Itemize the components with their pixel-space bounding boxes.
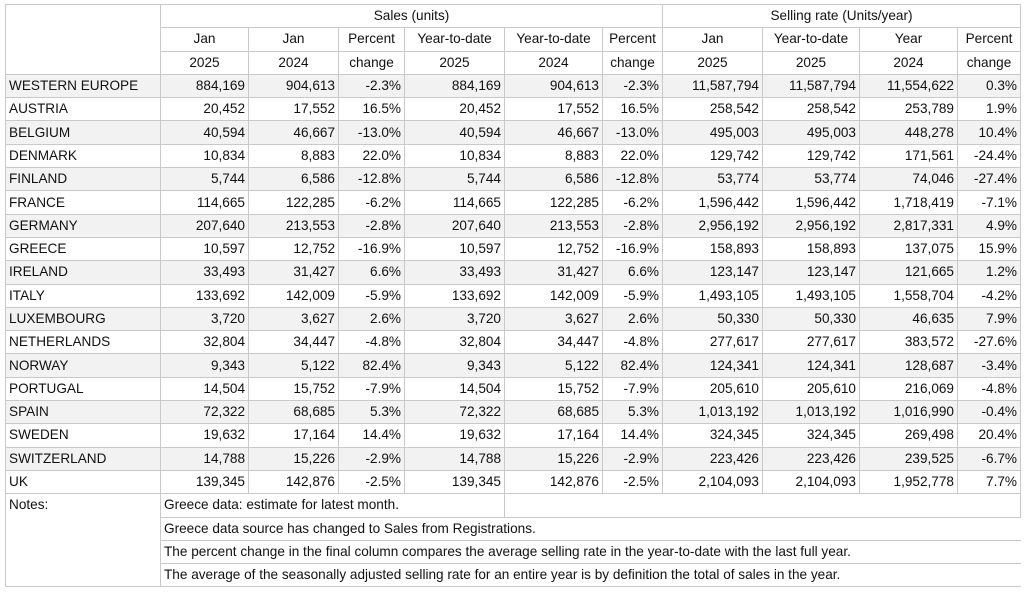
- table-cell: 2,104,093: [763, 470, 860, 493]
- table-cell: 12,752: [249, 237, 339, 260]
- table-cell: 9,343: [405, 354, 505, 377]
- table-cell: -12.8%: [339, 168, 405, 191]
- table-cell: 139,345: [161, 470, 249, 493]
- table-cell: 124,341: [763, 354, 860, 377]
- table-cell: -16.9%: [339, 237, 405, 260]
- table-cell: 8,883: [505, 144, 603, 167]
- table-cell: 142,009: [249, 284, 339, 307]
- table-cell: 121,665: [860, 261, 958, 284]
- table-cell: 31,427: [505, 261, 603, 284]
- table-cell: 1,013,192: [663, 401, 763, 424]
- table-cell: 258,542: [663, 98, 763, 121]
- table-cell: 17,164: [505, 424, 603, 447]
- table-cell: -4.8%: [339, 331, 405, 354]
- table-cell: 16.5%: [339, 98, 405, 121]
- table-cell: -2.8%: [339, 214, 405, 237]
- table-body: [6, 74, 1021, 493]
- table-cell: 32,804: [405, 331, 505, 354]
- table-cell: 1,596,442: [663, 191, 763, 214]
- table-cell: 904,613: [505, 74, 603, 97]
- table-cell: 239,525: [860, 447, 958, 470]
- table-cell: 14,788: [405, 447, 505, 470]
- table-cell: -13.0%: [603, 121, 663, 144]
- table-cell: 10,834: [405, 144, 505, 167]
- column-header: Jan: [663, 28, 763, 51]
- table-cell: 5.3%: [339, 401, 405, 424]
- table-row: [6, 191, 1021, 214]
- table-cell: 31,427: [249, 261, 339, 284]
- table-cell: 1,558,704: [860, 284, 958, 307]
- column-header: Year-to-date: [405, 28, 505, 51]
- table-cell: 15.9%: [958, 237, 1021, 260]
- table-cell: 205,610: [663, 377, 763, 400]
- table-cell: 53,774: [663, 168, 763, 191]
- table-cell: 133,692: [405, 284, 505, 307]
- header-group-row: [6, 5, 1021, 28]
- table-cell: 128,687: [860, 354, 958, 377]
- country-name: IRELAND: [6, 261, 161, 284]
- table-cell: 5,744: [405, 168, 505, 191]
- table-cell: 6,586: [505, 168, 603, 191]
- table-cell: -3.4%: [958, 354, 1021, 377]
- table-cell: 213,553: [505, 214, 603, 237]
- column-header: Jan: [249, 28, 339, 51]
- table-cell: 1,596,442: [763, 191, 860, 214]
- table-cell: 5,122: [249, 354, 339, 377]
- table-cell: 33,493: [405, 261, 505, 284]
- table-cell: 1,016,990: [860, 401, 958, 424]
- table-cell: 10,597: [161, 237, 249, 260]
- column-header: Percent: [339, 28, 405, 51]
- table-cell: 3,720: [161, 307, 249, 330]
- table-cell: 383,572: [860, 331, 958, 354]
- column-header: Jan: [161, 28, 249, 51]
- note-line: Greece data source has changed to Sales from Registrations.: [161, 517, 1021, 540]
- table-cell: -7.1%: [958, 191, 1021, 214]
- table-cell: -24.4%: [958, 144, 1021, 167]
- table-cell: 448,278: [860, 121, 958, 144]
- table-cell: 15,752: [505, 377, 603, 400]
- table-cell: 34,447: [249, 331, 339, 354]
- table-row: [6, 144, 1021, 167]
- table-cell: -4.2%: [958, 284, 1021, 307]
- table-cell: 22.0%: [339, 144, 405, 167]
- table-row: [6, 261, 1021, 284]
- table-cell: 142,876: [249, 470, 339, 493]
- table-cell: 20,452: [405, 98, 505, 121]
- table-cell: 17,552: [505, 98, 603, 121]
- table-cell: -13.0%: [339, 121, 405, 144]
- table-cell: 12,752: [505, 237, 603, 260]
- table-cell: 53,774: [763, 168, 860, 191]
- table-cell: 14.4%: [339, 424, 405, 447]
- country-name: UK: [6, 470, 161, 493]
- table-cell: 15,752: [249, 377, 339, 400]
- table-cell: 2,956,192: [663, 214, 763, 237]
- column-header: Year-to-date: [505, 28, 603, 51]
- table-cell: -12.8%: [603, 168, 663, 191]
- table-row: [6, 424, 1021, 447]
- table-cell: -2.9%: [339, 447, 405, 470]
- column-header-sub: 2025: [405, 51, 505, 74]
- table-cell: 129,742: [763, 144, 860, 167]
- table-cell: 207,640: [161, 214, 249, 237]
- table-cell: 269,498: [860, 424, 958, 447]
- table-cell: 142,009: [505, 284, 603, 307]
- table-cell: 2,104,093: [663, 470, 763, 493]
- table-cell: 1.2%: [958, 261, 1021, 284]
- table-cell: 72,322: [161, 401, 249, 424]
- country-name: SPAIN: [6, 401, 161, 424]
- country-name: AUSTRIA: [6, 98, 161, 121]
- table-cell: 46,635: [860, 307, 958, 330]
- table-cell: 133,692: [161, 284, 249, 307]
- table-cell: -2.8%: [603, 214, 663, 237]
- table-cell: -4.8%: [603, 331, 663, 354]
- table-cell: 10,597: [405, 237, 505, 260]
- table-cell: 2,817,331: [860, 214, 958, 237]
- table-cell: 20.4%: [958, 424, 1021, 447]
- header-corner: [6, 5, 161, 75]
- table-cell: 158,893: [663, 237, 763, 260]
- table-cell: 32,804: [161, 331, 249, 354]
- table-cell: 2.6%: [603, 307, 663, 330]
- country-name: FRANCE: [6, 191, 161, 214]
- table-cell: 124,341: [663, 354, 763, 377]
- table-cell: 205,610: [763, 377, 860, 400]
- column-header-sub: 2024: [249, 51, 339, 74]
- country-name: BELGIUM: [6, 121, 161, 144]
- table-cell: 17,164: [249, 424, 339, 447]
- table-cell: 3,627: [505, 307, 603, 330]
- table-cell: -7.9%: [339, 377, 405, 400]
- table-cell: 114,665: [161, 191, 249, 214]
- table-cell: 72,322: [405, 401, 505, 424]
- table-cell: 68,685: [249, 401, 339, 424]
- table-cell: -0.4%: [958, 401, 1021, 424]
- table-cell: 4.9%: [958, 214, 1021, 237]
- column-header: Percent: [958, 28, 1021, 51]
- column-header: Percent: [603, 28, 663, 51]
- table-cell: 904,613: [249, 74, 339, 97]
- table-cell: 15,226: [505, 447, 603, 470]
- table-cell: 14,504: [405, 377, 505, 400]
- table-cell: 33,493: [161, 261, 249, 284]
- table-cell: 20,452: [161, 98, 249, 121]
- country-name: PORTUGAL: [6, 377, 161, 400]
- table-cell: 11,587,794: [663, 74, 763, 97]
- table-row: [6, 447, 1021, 470]
- table-cell: 0.3%: [958, 74, 1021, 97]
- column-header: Year-to-date: [763, 28, 860, 51]
- country-name: GREECE: [6, 237, 161, 260]
- table-cell: 46,667: [249, 121, 339, 144]
- table-cell: 1,718,419: [860, 191, 958, 214]
- table-cell: 123,147: [663, 261, 763, 284]
- table-cell: 17,552: [249, 98, 339, 121]
- country-name: WESTERN EUROPE: [6, 74, 161, 97]
- table-row: [6, 470, 1021, 493]
- table-cell: -6.2%: [339, 191, 405, 214]
- table-cell: -2.9%: [603, 447, 663, 470]
- country-name: SWEDEN: [6, 424, 161, 447]
- table-cell: 158,893: [763, 237, 860, 260]
- notes-label: Notes:: [6, 494, 161, 587]
- table-cell: 324,345: [663, 424, 763, 447]
- country-name: DENMARK: [6, 144, 161, 167]
- table-cell: 40,594: [405, 121, 505, 144]
- table-cell: 142,876: [505, 470, 603, 493]
- sales-group-header: Sales (units): [161, 5, 663, 28]
- table-row: [6, 331, 1021, 354]
- table-row: [6, 401, 1021, 424]
- table-cell: 223,426: [663, 447, 763, 470]
- table-cell: 11,587,794: [763, 74, 860, 97]
- note-spacer: [505, 494, 1021, 517]
- table-cell: 129,742: [663, 144, 763, 167]
- table-cell: 14.4%: [603, 424, 663, 447]
- table-cell: 9,343: [161, 354, 249, 377]
- column-header-sub: 2025: [161, 51, 249, 74]
- table-cell: 207,640: [405, 214, 505, 237]
- country-name: FINLAND: [6, 168, 161, 191]
- table-cell: 3,720: [405, 307, 505, 330]
- table-cell: -2.3%: [339, 74, 405, 97]
- country-name: NORWAY: [6, 354, 161, 377]
- table-cell: 137,075: [860, 237, 958, 260]
- table-cell: 6.6%: [339, 261, 405, 284]
- column-header-sub: change: [958, 51, 1021, 74]
- table-row: [6, 237, 1021, 260]
- table-cell: 10,834: [161, 144, 249, 167]
- table-row: [6, 354, 1021, 377]
- table-cell: 82.4%: [603, 354, 663, 377]
- table-cell: -27.4%: [958, 168, 1021, 191]
- table-cell: 277,617: [663, 331, 763, 354]
- table-cell: 16.5%: [603, 98, 663, 121]
- table-cell: -2.5%: [339, 470, 405, 493]
- table-cell: 5,122: [505, 354, 603, 377]
- note-line: The average of the seasonally adjusted selling rate for an entire year is by definition the total of sales in the year.: [161, 564, 1021, 587]
- column-header-sub: 2025: [663, 51, 763, 74]
- table-cell: -5.9%: [339, 284, 405, 307]
- country-name: LUXEMBOURG: [6, 307, 161, 330]
- column-header-sub: change: [339, 51, 405, 74]
- table-cell: 5.3%: [603, 401, 663, 424]
- table-row: [6, 98, 1021, 121]
- table-cell: -7.9%: [603, 377, 663, 400]
- table-cell: -2.3%: [603, 74, 663, 97]
- country-name: SWITZERLAND: [6, 447, 161, 470]
- table-cell: 1,493,105: [663, 284, 763, 307]
- table-cell: 122,285: [249, 191, 339, 214]
- table-cell: 2,956,192: [763, 214, 860, 237]
- table-cell: 123,147: [763, 261, 860, 284]
- table-cell: 82.4%: [339, 354, 405, 377]
- table-cell: 50,330: [663, 307, 763, 330]
- table-cell: 50,330: [763, 307, 860, 330]
- sales-table-container: [5, 4, 1021, 587]
- note-line: The percent change in the final column compares the average selling rate in the year-to-date with the last full year.: [161, 540, 1021, 563]
- table-cell: 14,788: [161, 447, 249, 470]
- notes-row: [6, 494, 1021, 517]
- table-cell: 34,447: [505, 331, 603, 354]
- table-cell: 68,685: [505, 401, 603, 424]
- table-cell: 7.7%: [958, 470, 1021, 493]
- table-cell: 46,667: [505, 121, 603, 144]
- sales-table: [5, 4, 1021, 587]
- table-cell: 22.0%: [603, 144, 663, 167]
- table-row: [6, 307, 1021, 330]
- table-cell: 171,561: [860, 144, 958, 167]
- column-header-sub: 2025: [763, 51, 860, 74]
- table-cell: 114,665: [405, 191, 505, 214]
- table-cell: 15,226: [249, 447, 339, 470]
- table-cell: 5,744: [161, 168, 249, 191]
- table-row: [6, 377, 1021, 400]
- table-cell: 223,426: [763, 447, 860, 470]
- table-cell: 8,883: [249, 144, 339, 167]
- table-row: [6, 284, 1021, 307]
- table-cell: 495,003: [663, 121, 763, 144]
- table-cell: -27.6%: [958, 331, 1021, 354]
- rate-group-header: Selling rate (Units/year): [663, 5, 1021, 28]
- table-row: [6, 121, 1021, 144]
- table-cell: 14,504: [161, 377, 249, 400]
- table-cell: 1.9%: [958, 98, 1021, 121]
- table-cell: -2.5%: [603, 470, 663, 493]
- column-header-sub: 2024: [860, 51, 958, 74]
- table-cell: -5.9%: [603, 284, 663, 307]
- note-line: Greece data: estimate for latest month.: [161, 494, 505, 517]
- table-cell: 6.6%: [603, 261, 663, 284]
- table-row: [6, 74, 1021, 97]
- table-cell: 74,046: [860, 168, 958, 191]
- column-header-sub: 2024: [505, 51, 603, 74]
- table-cell: 1,493,105: [763, 284, 860, 307]
- table-cell: 19,632: [405, 424, 505, 447]
- table-cell: 884,169: [161, 74, 249, 97]
- table-cell: 253,789: [860, 98, 958, 121]
- table-cell: 11,554,622: [860, 74, 958, 97]
- table-cell: 7.9%: [958, 307, 1021, 330]
- table-cell: -6.7%: [958, 447, 1021, 470]
- table-cell: 213,553: [249, 214, 339, 237]
- table-cell: 2.6%: [339, 307, 405, 330]
- table-cell: 3,627: [249, 307, 339, 330]
- table-cell: 495,003: [763, 121, 860, 144]
- table-cell: 19,632: [161, 424, 249, 447]
- country-name: NETHERLANDS: [6, 331, 161, 354]
- table-row: [6, 214, 1021, 237]
- table-cell: -16.9%: [603, 237, 663, 260]
- table-cell: 1,952,778: [860, 470, 958, 493]
- table-cell: -6.2%: [603, 191, 663, 214]
- country-name: ITALY: [6, 284, 161, 307]
- table-cell: 6,586: [249, 168, 339, 191]
- table-cell: 10.4%: [958, 121, 1021, 144]
- table-cell: 40,594: [161, 121, 249, 144]
- table-cell: 258,542: [763, 98, 860, 121]
- table-cell: 1,013,192: [763, 401, 860, 424]
- column-header-sub: change: [603, 51, 663, 74]
- country-name: GERMANY: [6, 214, 161, 237]
- table-row: [6, 168, 1021, 191]
- table-cell: 216,069: [860, 377, 958, 400]
- table-cell: -4.8%: [958, 377, 1021, 400]
- table-cell: 277,617: [763, 331, 860, 354]
- table-cell: 324,345: [763, 424, 860, 447]
- table-cell: 139,345: [405, 470, 505, 493]
- table-cell: 884,169: [405, 74, 505, 97]
- table-cell: 122,285: [505, 191, 603, 214]
- column-header: Year: [860, 28, 958, 51]
